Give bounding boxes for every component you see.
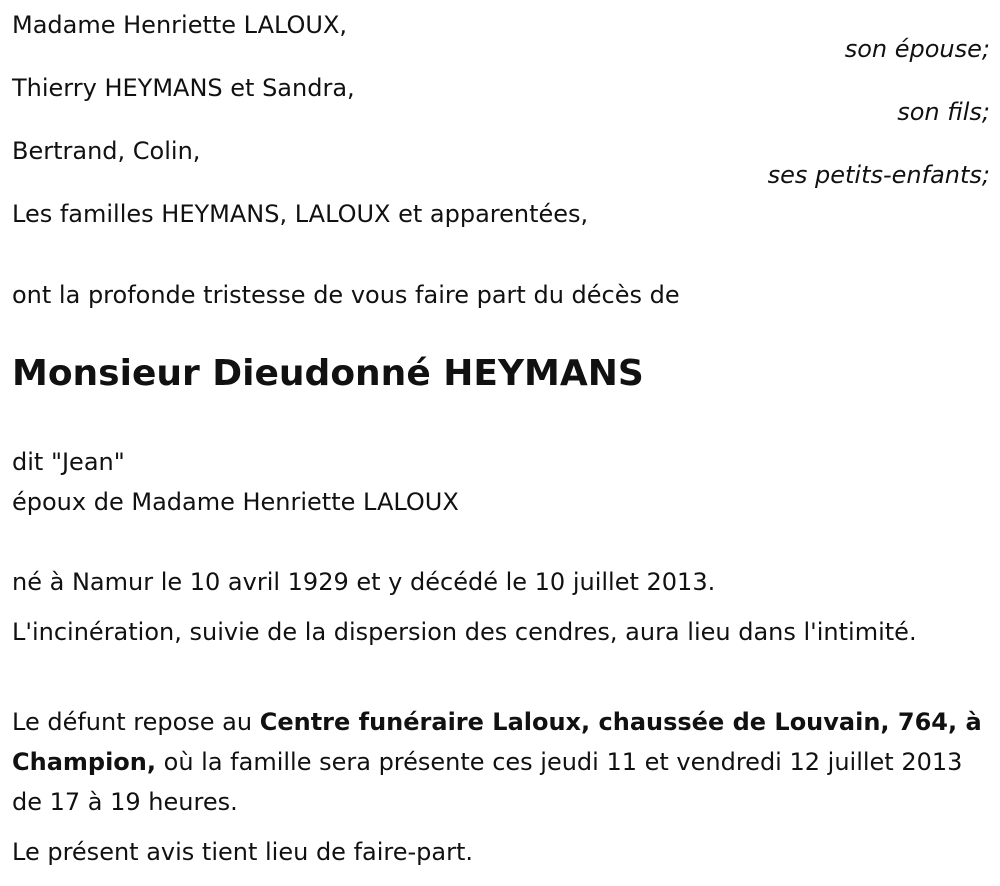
announcement-text: ont la profonde tristesse de vous faire part du décès de	[12, 281, 680, 309]
family-member-3-name: Bertrand, Colin,	[12, 137, 201, 165]
deceased-spouse: époux de Madame Henriette LALOUX	[12, 488, 459, 516]
visitation-prefix: Le défunt repose au	[12, 708, 260, 736]
visitation-suffix: où la famille sera présente ces jeudi 11 et vendredi 12 juillet 2013 de 17 à 19 heures.	[12, 748, 963, 816]
deceased-nickname: dit "Jean"	[12, 448, 125, 476]
family-member-2-role: son fils;	[897, 98, 990, 126]
cremation-text: L'incinération, suivie de la dispersion des cendres, aura lieu dans l'intimité.	[12, 618, 917, 646]
birth-death-text: né à Namur le 10 avril 1929 et y décédé le 10 juillet 2013.	[12, 568, 716, 596]
deceased-name: Monsieur Dieudonné HEYMANS	[12, 353, 644, 394]
visitation-place: Centre funéraire Laloux, chaussée de Louvain, 764, à Champion,	[12, 708, 982, 776]
family-member-2-name: Thierry HEYMANS et Sandra,	[12, 74, 355, 102]
family-member-1-role: son épouse;	[844, 35, 990, 63]
family-member-3-role: ses petits-enfants;	[767, 161, 990, 189]
family-member-1-name: Madame Henriette LALOUX,	[12, 11, 348, 39]
notice-text: Le présent avis tient lieu de faire-part.	[12, 838, 474, 866]
visitation-text	[12, 702, 990, 822]
family-member-4-name: Les familles HEYMANS, LALOUX et apparentées,	[12, 200, 589, 228]
